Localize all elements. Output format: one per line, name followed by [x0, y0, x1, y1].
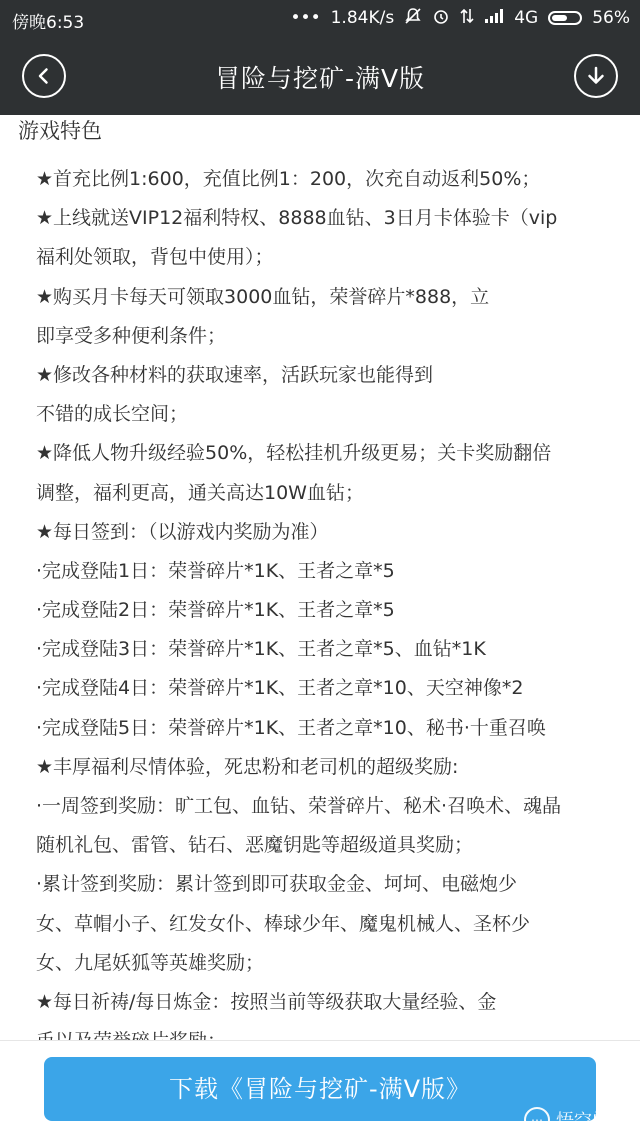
battery-icon	[548, 11, 582, 25]
feature-line: ★每日签到：（以游戏内奖励为准）	[36, 520, 329, 543]
feature-line: ★每日祈祷/每日炼金：按照当前等级获取大量经验、金	[36, 990, 497, 1013]
feature-line: ★修改各种材料的获取速率，活跃玩家也能得到	[36, 363, 434, 386]
battery-fill	[552, 15, 567, 21]
feature-line: ·完成登陆4日：荣誉碎片*1K、王者之章*10、天空神像*2	[36, 677, 524, 700]
bottom-bar	[0, 1040, 640, 1138]
feature-line: 女、九尾妖狐等英雄奖励；	[36, 951, 265, 974]
feature-line: ·完成登陆1日：荣誉碎片*1K、王者之章*5	[36, 559, 395, 582]
watermark-text: 悟空问答	[556, 1111, 628, 1132]
download-button[interactable]: 下载《冒险与挖矿-满V版》	[44, 1057, 596, 1121]
feature-line: ★降低人物升级经验50%，轻松挂机升级更易；关卡奖励翻倍	[36, 442, 552, 465]
signal-icon	[484, 8, 504, 28]
page-title: 冒险与挖矿-满V版	[214, 64, 426, 93]
feature-line: 随机礼包、雷管、钻石、恶魔钥匙等超级道具奖励；	[36, 834, 474, 857]
back-button[interactable]	[22, 54, 66, 98]
network-speed: 1.84K/s	[330, 8, 395, 28]
feature-line: 即享受多种便利条件；	[36, 324, 227, 347]
status-time: 傍晚6:53	[12, 13, 85, 33]
feature-line: ★丰厚福利尽情体验，死忠粉和老司机的超级奖励:	[36, 755, 459, 778]
download-arrow-icon	[585, 65, 607, 87]
watermark	[524, 1107, 628, 1133]
network-type: 4G	[514, 8, 539, 28]
mute-icon	[404, 7, 422, 29]
feature-line: ·累计签到奖励：累计签到即可获取金金、坷坷、电磁炮少	[36, 873, 518, 896]
feature-line: ·一周签到奖励：旷工包、血钻、荣誉碎片、秘术·召唤术、魂晶	[36, 795, 562, 817]
feature-line: ★首充比例1:600，充值比例1：200，次充自动返利50%；	[36, 168, 541, 190]
feature-line: ·完成登陆3日：荣誉碎片*1K、王者之章*5、血钻*1K	[36, 638, 486, 661]
download-icon-button[interactable]	[574, 54, 618, 98]
feature-line: 调整，福利更高，通关高达10W血钻；	[36, 481, 364, 504]
status-icons	[291, 7, 630, 29]
alarm-icon	[432, 7, 450, 29]
feature-line: ·完成登陆5日：荣誉碎片*1K、王者之章*10、秘书·十重召唤	[36, 716, 546, 739]
feature-line: 不错的成长空间；	[36, 403, 189, 426]
battery-percent: 56%	[592, 8, 630, 28]
status-bar	[0, 0, 640, 37]
feature-line: 女、草帽小子、红发女仆、棒球少年、魔鬼机械人、圣杯少	[36, 912, 531, 935]
feature-list	[36, 160, 626, 1061]
wukong-logo-icon: ⋯	[524, 1107, 550, 1133]
section-title: 游戏特色	[18, 119, 102, 143]
chevron-left-icon	[34, 66, 54, 86]
data-transfer-icon	[460, 7, 474, 29]
more-dots-icon: •••	[290, 8, 321, 28]
feature-line: ·完成登陆2日：荣誉碎片*1K、王者之章*5	[36, 599, 395, 622]
feature-line: 福利处领取，背包中使用）；	[36, 246, 274, 269]
content-area[interactable]	[0, 115, 640, 1040]
nav-bar	[0, 37, 640, 115]
feature-line: ★购买月卡每天可领取3000血钻，荣誉碎片*888，立	[36, 285, 490, 308]
feature-line: ★上线就送VIP12福利特权、8888血钻、3日月卡体验卡（vip	[36, 207, 558, 230]
